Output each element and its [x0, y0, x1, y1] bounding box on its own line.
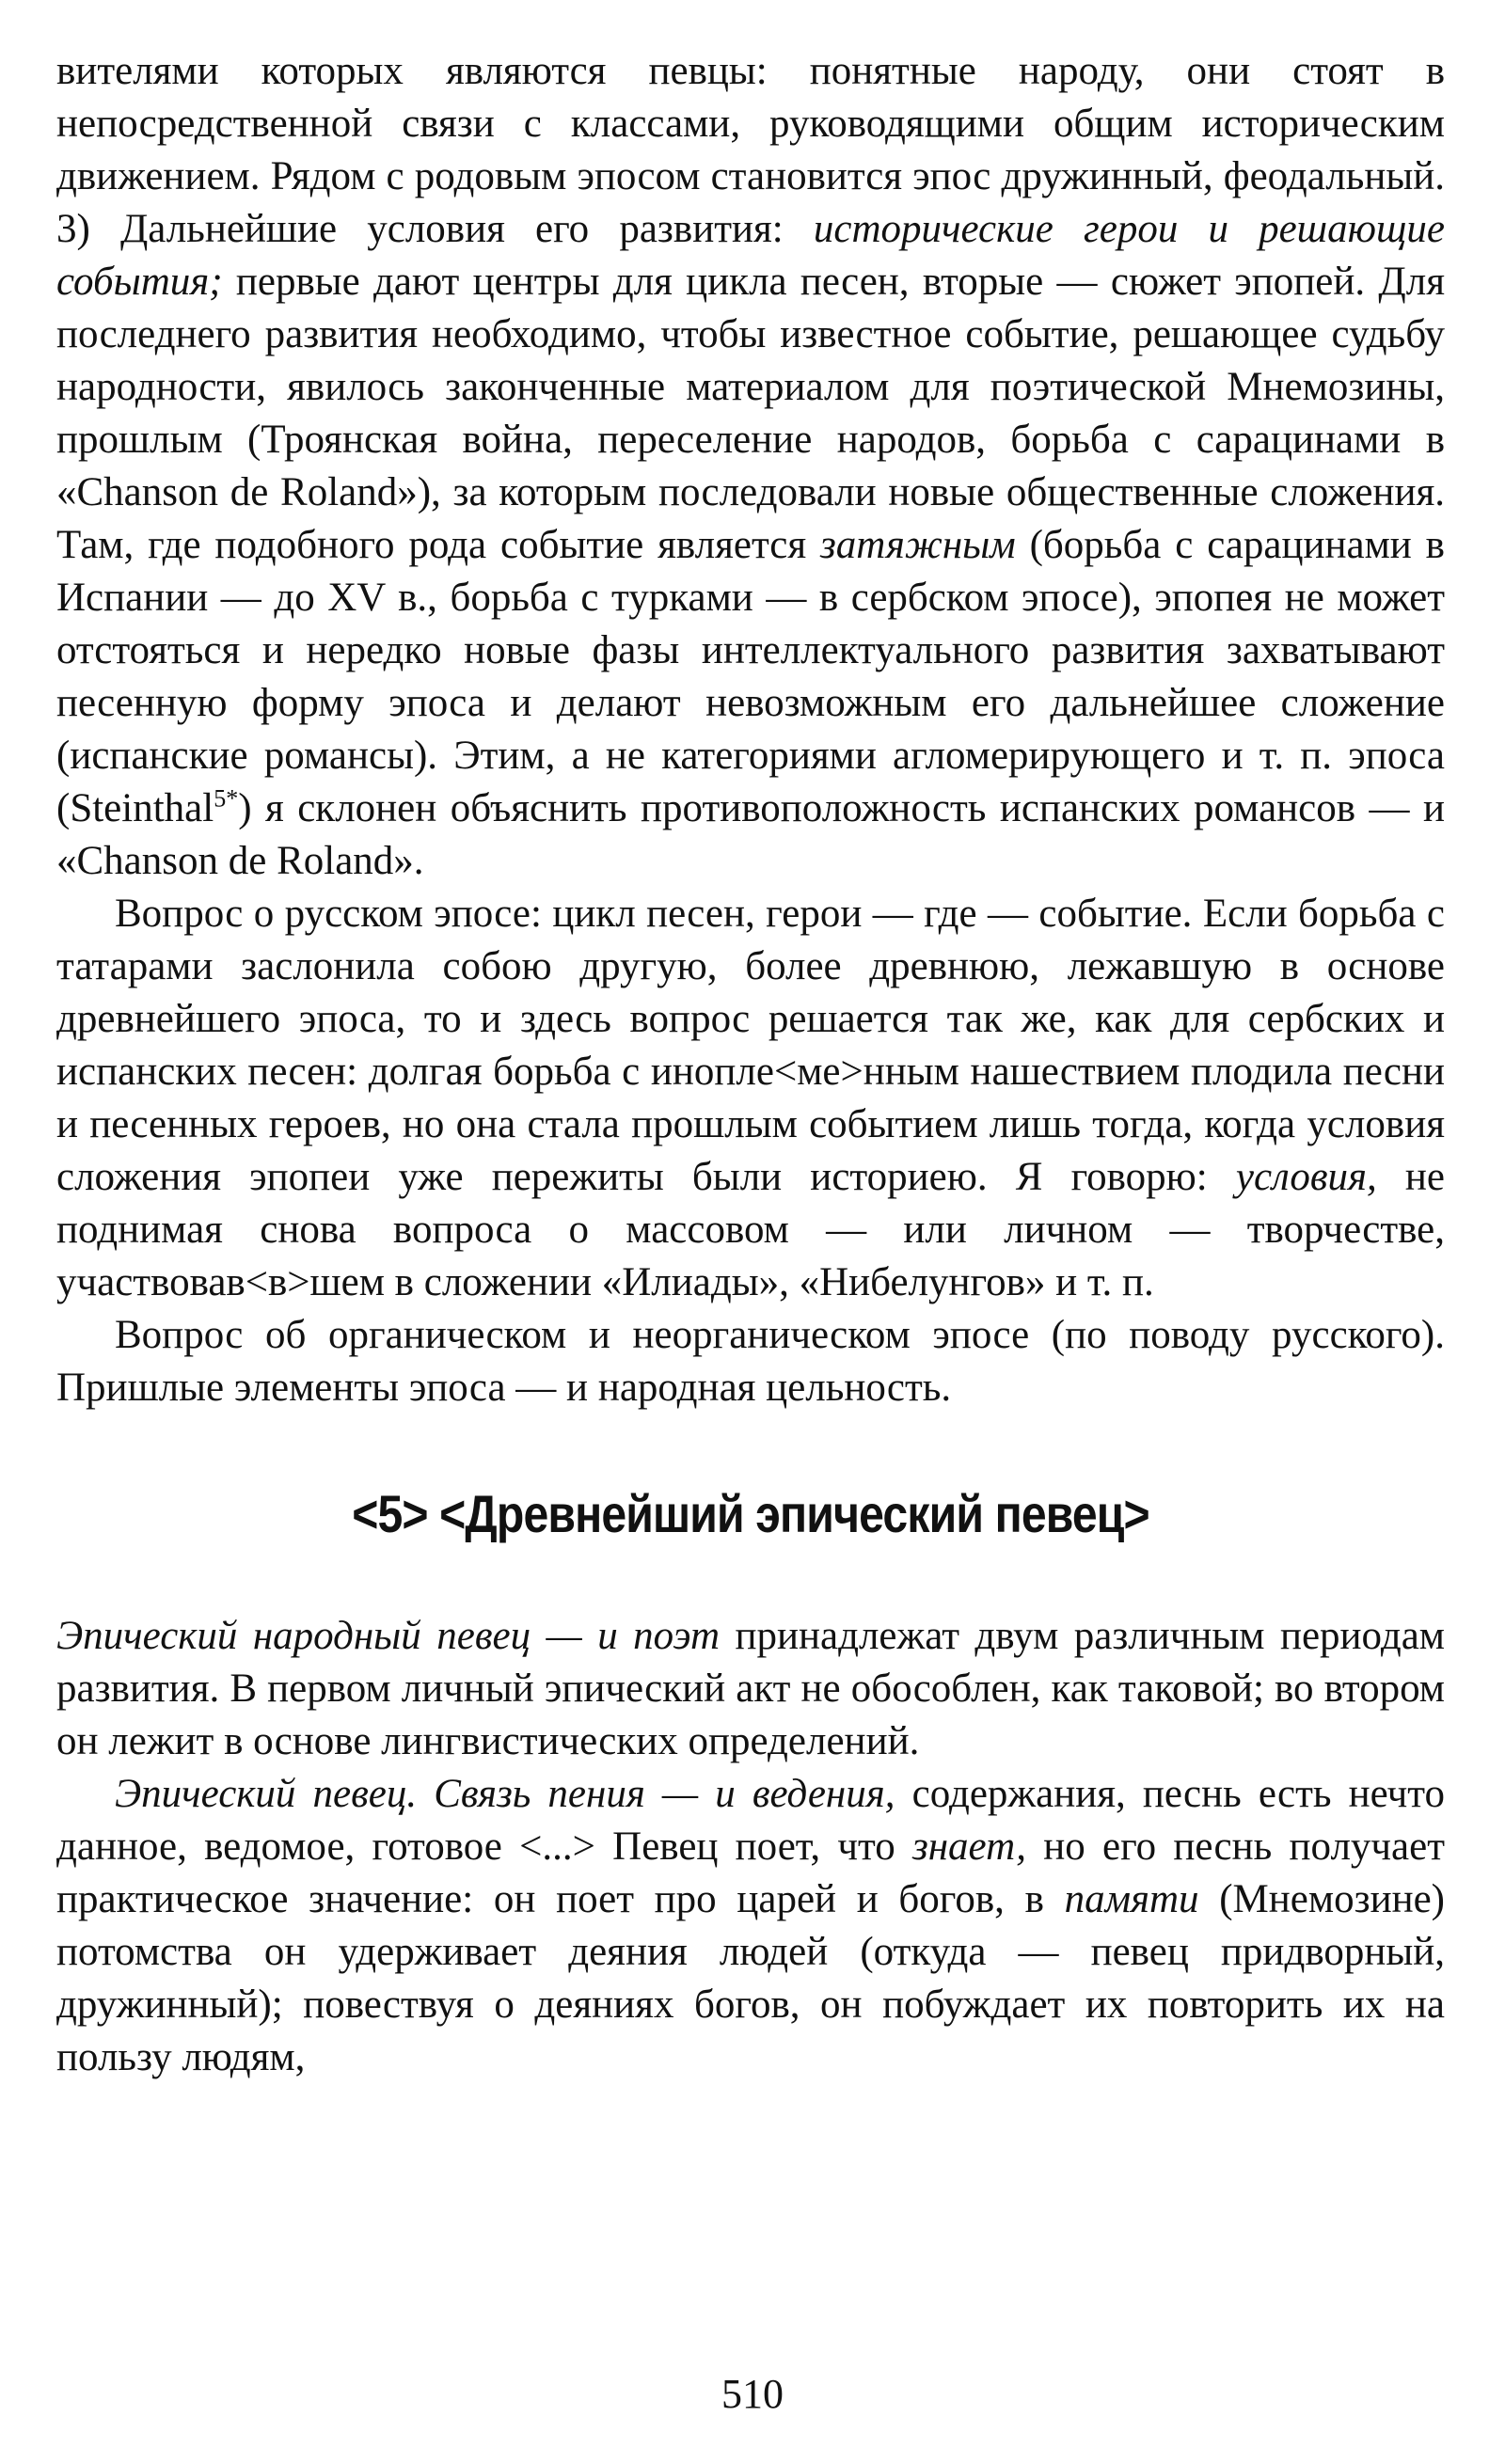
body-text: вителями которых являются певцы: понятные народу, они стоят в непосредственной связи с классами, руководящими общим историческим движением. Рядом с родовым эпосом становится эпос дружинный, феодальный. 3) Дальнейшие условия его развития:	[56, 49, 1445, 251]
italic-text: Эпический певец. Связь пения — и ведения,	[115, 1772, 895, 1816]
italic-text: исторические герои и решающие события;	[56, 207, 1445, 304]
body-text: ) я склонен объяснить противоположность испанских романсов — и «Chanson de Roland».	[56, 786, 1445, 883]
body-text: первые дают центры для цикла песен, вторые — сюжет эпопей. Для последнего развития необходимо, чтобы известное событие, решающее судьбу народности, явилось законченные материалом для поэтической Мнемозины, прошлым (Троянская война, переселение народов, борьба с сарацинами в «Chanson de Roland»), за которым последовали новые общественные сложения. Там, где подобного рода событие является	[56, 260, 1445, 567]
italic-text: знает,	[911, 1824, 1026, 1869]
italic-text: Эпический народный певец — и поэт	[56, 1614, 721, 1658]
paragraph-2	[56, 888, 1445, 1309]
italic-text: затяжным	[819, 523, 1016, 567]
body-text: (борьба с сарацинами в Испании — до XV в., борьба с турками — в сербском эпосе), эпопея не может отстояться и нередко новые фазы интеллектуального развития захватывают песенную форму эпоса и делают невозможным его дальнейшее сложение (испанские романсы). Этим, а не категориями агломерирующего и т. п. эпоса (Steinthal	[56, 523, 1445, 830]
paragraph-3	[56, 1309, 1445, 1414]
body-text: (Мнемозине) потомства он удерживает деяния людей (откуда — певец придворный, дружинный); повествуя о деяниях богов, он побуждает их повторить их на пользу людям,	[56, 1877, 1445, 2079]
paragraph-1	[56, 45, 1445, 888]
italic-text: памяти	[1064, 1877, 1199, 1921]
body-text: Вопрос о русском эпосе: цикл песен, герои — где — событие. Если борьба с татарами заслонила собою другую, более древнюю, лежавшую в основе древнейшего эпоса, то и здесь вопрос решается так же, как для сербских и испанских песен: долгая борьба с иноплe<ме>нным нашествием плодила песни и песенных героев, но она стала прошлым событием лишь тогда, когда условия сложения эпопеи уже пережиты были историею. Я говорю:	[56, 892, 1445, 1199]
paragraph-5	[56, 1768, 1445, 2084]
body-text: не поднимая снова вопроса о массовом — или личном — творчестве, участвовав<в>шем в сложении «Илиады», «Нибелунгов» и т. п.	[56, 1155, 1445, 1304]
body-text: содержания, песнь есть нечто данное, ведомое, готовое <...> Певец поет, что	[56, 1772, 1445, 1869]
book-page	[56, 45, 1445, 2084]
body-text: принадлежат двум различным периодам развития. В первом личный эпический акт не обособлен, как таковой; во втором он лежит в основе лингвистических определений.	[56, 1614, 1445, 1763]
italic-text: условия,	[1235, 1155, 1377, 1199]
page-number: 510	[721, 2371, 784, 2417]
paragraph-4	[56, 1610, 1445, 1768]
footnote-marker: 5*	[214, 784, 239, 813]
body-text: но его песнь получает практическое значение: он поет про царей и богов, в	[56, 1824, 1445, 1921]
body-text: Вопрос об органическом и неорганическом эпосе (по поводу русского). Пришлые элементы эпоса — и народная цельность.	[56, 1313, 1445, 1410]
section-heading: <5> <Древнейший эпический певец>	[352, 1484, 1149, 1543]
